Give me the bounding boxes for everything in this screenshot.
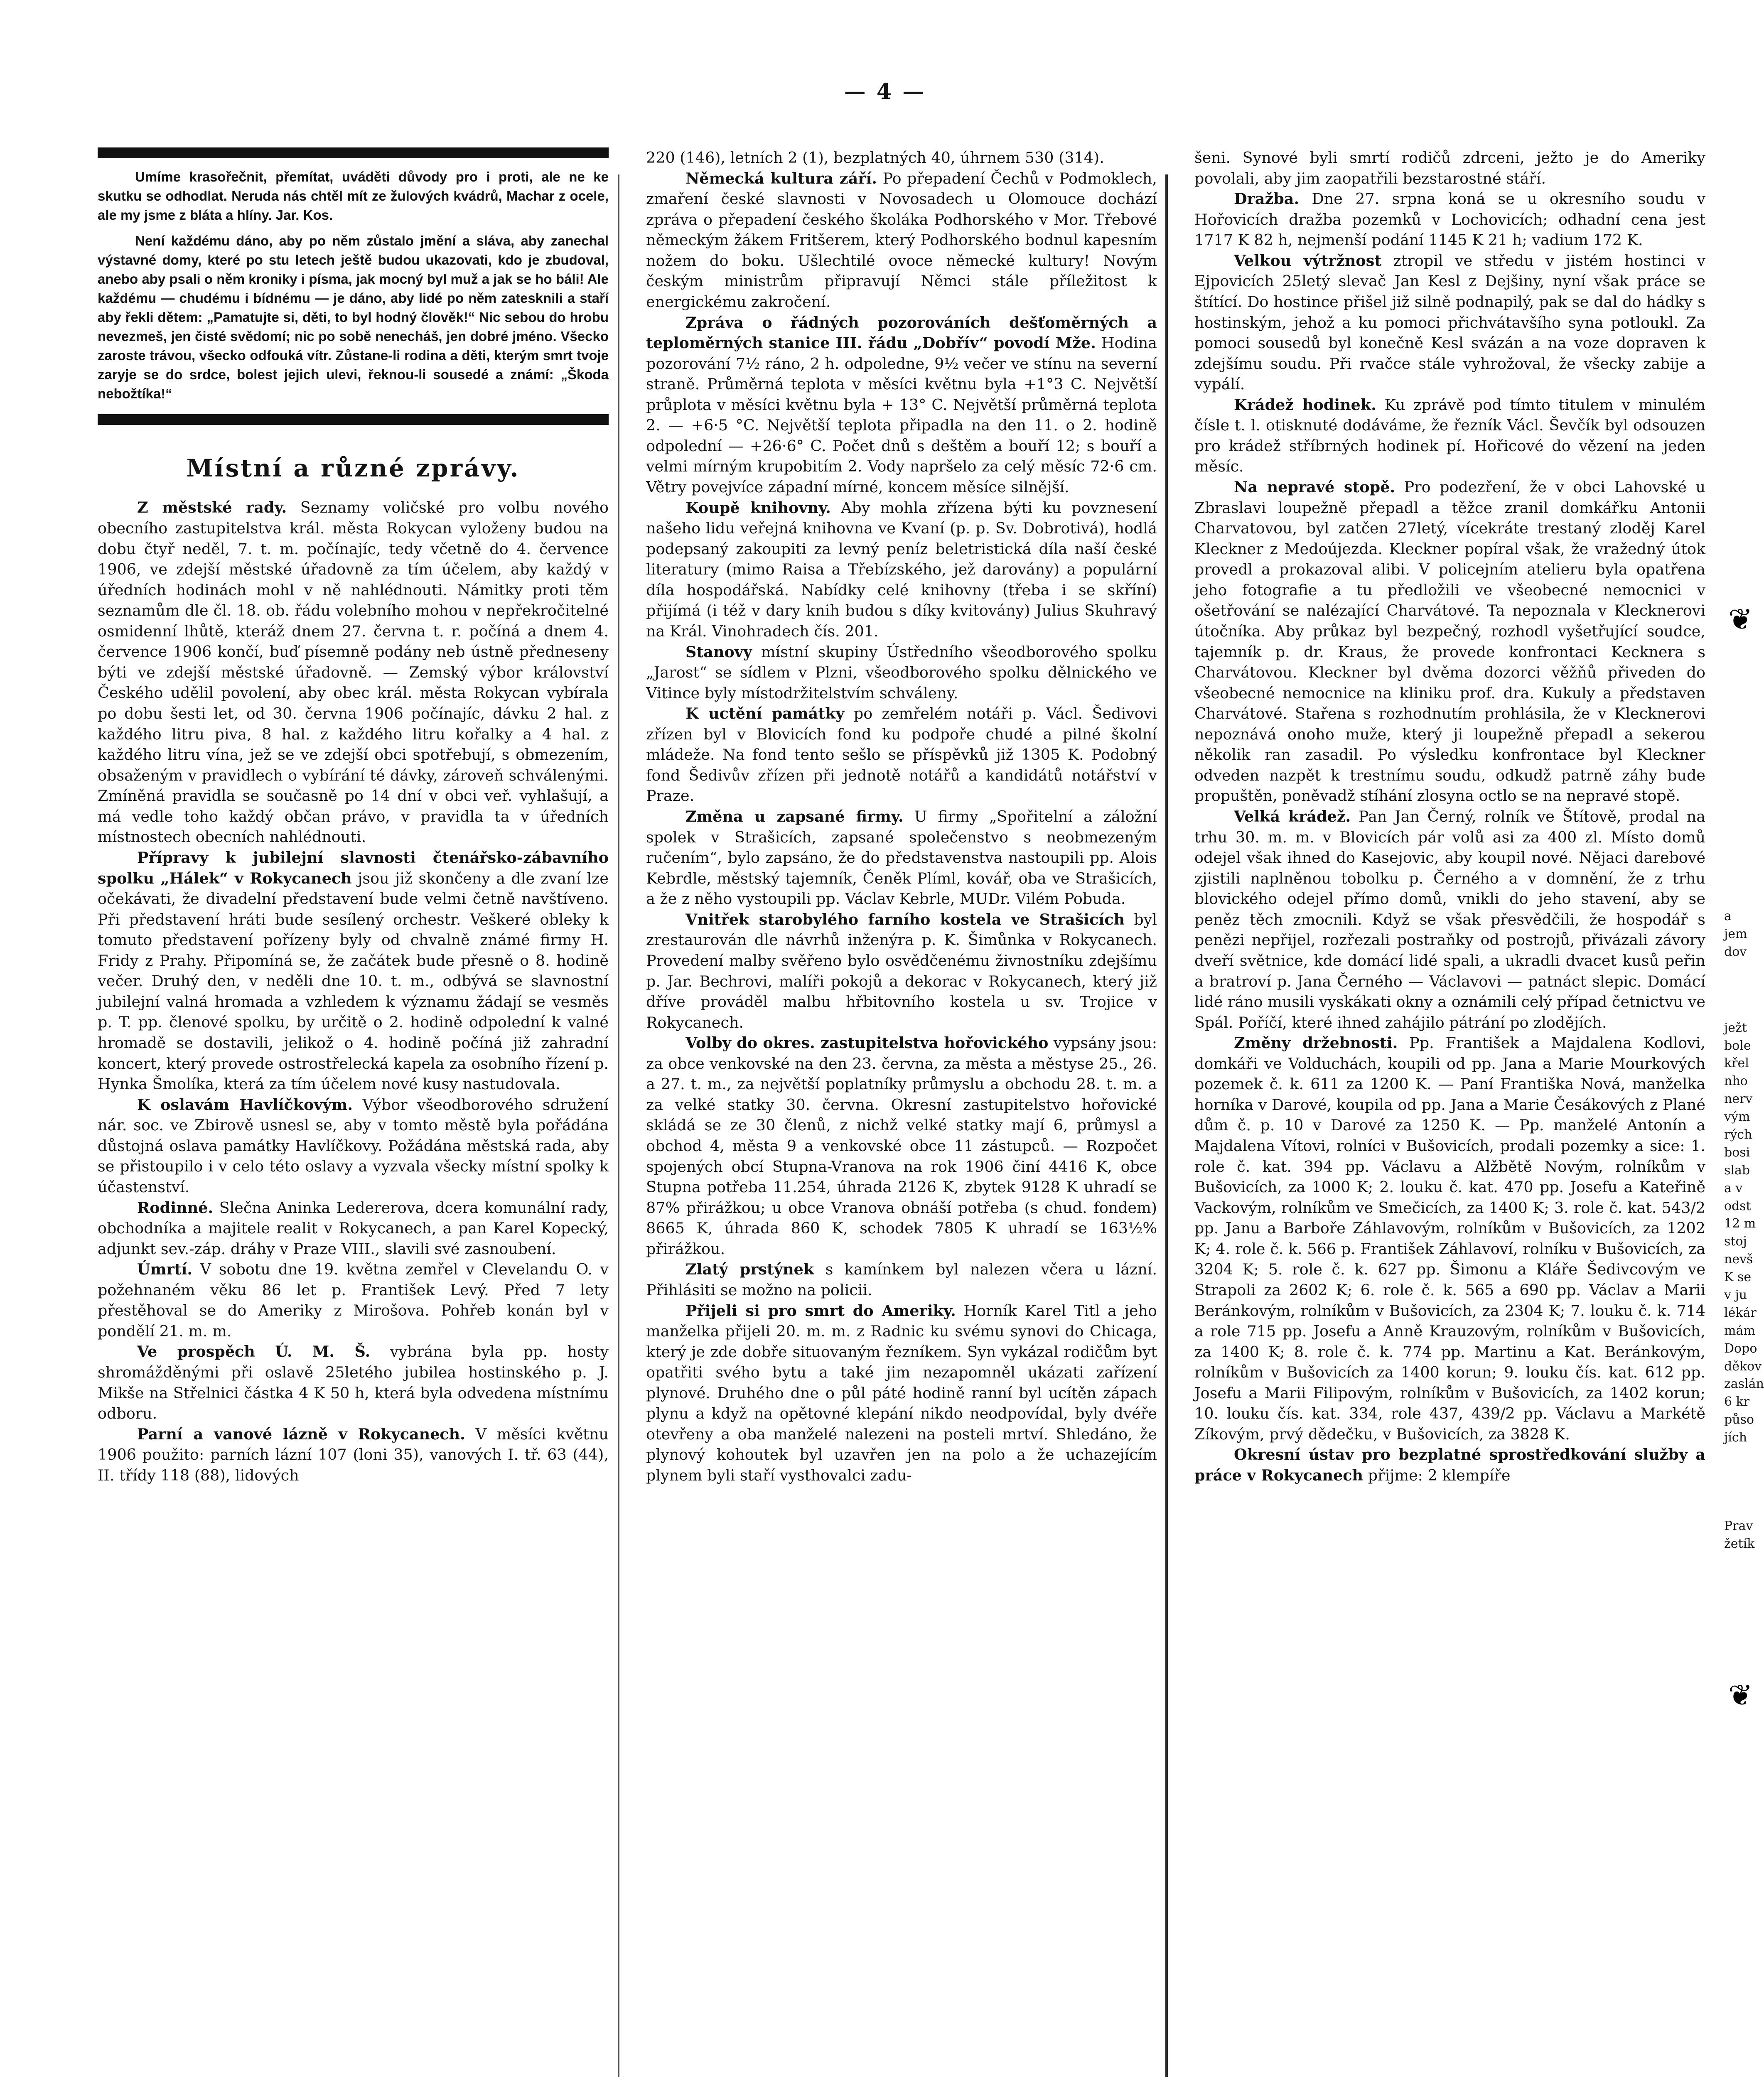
article-heading: Zpráva o řádných pozorováních dešťoměrných a teploměrných stanice III. řádu „Dobřív“ povodí Mže. [646,313,1157,352]
column-1-articles [98,497,609,1485]
cut-off-fragment: slab [1724,1163,1750,1178]
cut-off-fragment: Dopo [1724,1341,1757,1356]
article-text: Hodina pozorování 7½ ráno, 2 h. odpoledne, 9½ večer ve stínu na severní straně. Průměrná teplota v měsíci květnu byla +1°3 C. Největší průplota v měsíci květnu byla + 13° C. Největší průměrná teplota 2. — +6·5 °C. Největší teplota připadla na den 11. o 2. hodině odpolední — +26·6° C. Počet dnů s deštěm a bouří 12; s bouří a velmi mírným krupobitím 2. Vody napršelo za celý měsíc 72·6 cm. Větry povejvíce západní mírné, koncem měsíce silnější. [646,334,1157,496]
article-text: šeni. Synové byli smrtí rodičů zdrceni, ježto je do Ameriky povolali, aby jim zaopatřili bezstarostné stáří. [1194,149,1705,187]
article-paragraph [646,312,1157,498]
column-4-fragments [1724,908,1764,1553]
cut-off-fragment: stoj [1724,1234,1747,1249]
article-heading: Z městské rady. [137,498,287,517]
article-text: Pro podezření, že v obci Lahovské u Zbraslavi loupežně přepadl a těžce zranil domkářku Antonii Charvatovou, byl zatčen 27letý, vícekráte trestaný zloděj Karel Kleckner z Medoújezda. Kleckner popíral však, že vražedný útok provedl a prokazoval alibi. V policejním atelieru byla opatřena jeho fotografie a tu předložili ve všeobecné nemocnici v ošetřování se nalézající Charvátové. Ta nepoznala v Klecknerovi útočníka. Aby průkaz byl bezpečný, rozhodl vyšetřující soudce, tajemník p. dr. Kraus, že provede konfrontaci Kecknera s Charvátovou. Kleckner byl dvěma dozorci věžňů přiveden do všeobecné nemocnice na kliniku prof. dra. Kukuly a představen Charvátové. Stařena s rozhodnutím prohlásila, že v Klecknerovi nepoznává onoho muže, který ji loupežně přepadl a sekerou několik ran zasadil. Po výsledku konfrontace byl Kleckner odveden nazpět k trestnímu soudu, odkudž patrně záhy bude propuštěn, poněvadž stíhání zlosyna octlo se na nepravé stopě. [1194,478,1705,805]
cut-off-fragment: nho [1724,1074,1748,1089]
article-paragraph [1194,1033,1705,1444]
cut-off-fragment: lékár [1724,1305,1757,1320]
article-text: Horník Karel Titl a jeho manželka přijeli 20. m. m. z Radnic ku svému synovi do Chicaga, který je zde dobře situovaným řezníkem. Syn vykázal rodičům byt opatřiti svého bytu a také jim nezapomněl ukázati zařízení plynové. Druhého dne o půl páté hodině ranní byl ucítěn zápach plynu a když na opětovné klepání nikdo neodpovídal, byly dvéře otevřeny a oba manželé nalezeni na posteli mrtví. Shledáno, že plynový kohoutek byl uzavřen jen na polo a že uchazejícím plynem byli staří vysthovalci zadu- [646,1301,1157,1484]
cut-off-fragment: bosi [1724,1145,1750,1160]
article-text: Po přepadení Čechů v Podmoklech, zmaření české slavnosti v Novosadech u Olomouce dochází zpráva o přepadení českého školáka Podhorského v Mor. Třebové německým žákem Fritšerem, který Podhorského bodnul kapesním nožem do boku. Ušlechtilé ovoce německé kultury! Novým českým ministrům připravují Němci stále příležitost k energickému zakročení. [646,169,1157,311]
article-paragraph [646,1301,1157,1486]
article-paragraph [646,909,1157,1033]
heavy-rule-bottom [98,414,609,425]
article-paragraph [98,1095,609,1198]
cut-off-fragment: Prav [1724,1519,1753,1534]
article-text: Seznamy voličské pro volbu nového obecního zastupitelstva král. města Rokycan vyloženy budou na dobu čtyř neděl, 7. t. m. počínajíc, tedy včetně do 4. července 1906, ve zdejší městské úřadovně za tím účelem, aby každý v úředních hodinách mohl v ně nahlédnouti. Námitky proti těm seznamům dle čl. 18. ob. řádu volebního mohou v nepřekročitelné osmidenní lhůtě, kteráž dnem 27. června t. r. počíná a dnem 4. července 1906 končí, buď písemně podány neb ústně předneseny býti ve zdejší městské úřadovně. — Zemský výbor království Českého udělil povolení, aby obec král. města Rokycan vybírala po dobu šesti let, od 30. června 1906 počínajíc, dávku 2 hal. z každého litru piva, 8 hal. z každého litru kořalky a 4 hal. z každého litru vína, jež se ve zdejší obci spotřebují, s obmezením, obsaženým v pravidlech o vybírání té dávky, zároveň schválenými. Zmíněná pravidla se současně po 14 dní v obci veř. vyhlašují, a má vedle toho každý občan právo, v pravidla ta v úředních místnostech obecních nahlédnouti. [98,498,609,846]
section-title: Místní a různé zprávy. [186,454,520,483]
article-text: V sobotu dne 19. května zemřel v Clevelandu O. v požehnaném věku 86 let p. František Levý. Před 7 lety přestěhoval se do Ameriky z Mirošova. Pohřeb konán byl v pondělí 21. m. m. [98,1260,609,1340]
cut-off-fragment: zaslán [1724,1377,1764,1392]
article-text: Dne 27. srpna koná se u okresního soudu v Hořovicích dražba pozemků v Lochovicích; odhadní cena jest 1717 K 82 h, nejmenší podání 1145 K 21 h; vadium 172 K. [1194,190,1705,249]
article-paragraph [98,497,609,847]
ornament-icon: ❦ [1728,602,1753,636]
article-text: Aby mohla zřízena býti ku povznesení našeho lidu veřejná knihovna ve Kvaní (p. p. Sv. Dobrotivá), hodlá podepsaný zakoupiti za levný peníz beletristická díla naší české literatury (mimo Raisa a Třebízského, jež darovány) a populární díla hospodářská. Nabídky celé knihovny (třeba i se skříní) přijímá (i též v dary knih budou s díky kvitovány) Julius Skuhravý na Král. Vinohradech čís. 201. [646,498,1157,640]
column-divider-2 [1165,174,1168,2077]
article-heading: Přípravy k jubilejní slavnosti čtenářsko-zábavního spolku „Hálek“ v Rokycanech [98,848,609,887]
article-heading: Dražba. [1234,190,1300,208]
article-text: Výbor všeodborového sdružení nár. soc. ve Zbirově usnesl se, aby v tomto městě byla pořádána důstojná oslava památky Havlíčkovy. Požádána městská rada, aby se přistoupilo i v celo této oslavy a vyzvala všecky místní spolky k účastenství. [98,1095,609,1196]
heavy-rule-top [98,147,609,158]
article-heading: K oslavám Havlíčkovým. [137,1095,353,1114]
article-paragraph [646,498,1157,642]
article-paragraph [1194,477,1705,806]
article-text: 220 (146), letních 2 (1), bezplatných 40, úhrnem 530 (314). [646,149,1104,167]
article-heading: Parní a vanové lázně v Rokycanech. [137,1425,465,1443]
article-text: V měsíci květnu 1906 použito: parních lázní 107 (loni 35), vanových I. tř. 63 (44), II. třídy 118 (88), lidových [98,1425,609,1484]
cut-off-fragment: a [1724,909,1732,923]
cut-off-fragment: jích [1724,1430,1747,1445]
article-heading: Okresní ústav pro bezplatné sprostředkování služby a práce v Rokycanech [1194,1446,1705,1484]
article-text: přijme: 2 klempíře [1368,1466,1511,1484]
article-paragraph [98,1259,609,1341]
article-paragraph [98,1341,609,1424]
column-2-articles [646,147,1157,1486]
article-heading: Změna u zapsané firmy. [685,808,904,825]
article-paragraph [646,1259,1157,1300]
article-text: U firmy „Spořitelní a záložní spolek v Strašicích, zapsané společenstvo s neobmezeným ručením“, bylo zapsáno, že do představenstva nastoupili pp. Alois Kebrdle, městský tajemník, Čeněk Plíml, kovář, oba ve Strašicích, a že z něho vystoupili pp. Václav Kebrle, MUDr. Vilém Pobuda. [646,808,1157,908]
cut-off-fragment: 12 m [1724,1216,1756,1231]
ornament-icon: ❦ [1728,1678,1753,1712]
article-text: Pp. František a Majdalena Kodlovi, domkáři ve Volduchách, koupili od pp. Jana a Marie Mourkových pozemek č. k. 611 za 1200 K. — Paní Františka Nová, manželka horníka v Darové, koupila od pp. Jana a Marie Česákových z Plané dům č. p. 10 v Darové za 1250 K. — Pp. manželé Antonín a Majdalena Vítovi, rolníci v Bušovicích, prodali pozemky a sice: 1. role č. kat. 394 pp. Václavu a Alžbětě Novým, rolníkům v Bušovicích, za 1000 K; 2. louku č. kat. 470 pp. Josefu a Kateřině Vackovým, rolníkům ve Smečicích, za 1400 K; 3. role č. kat. 543/2 pp. Janu a Barboře Záhlavovým, rolníkům v Bušovicích, za 1202 K; 4. role č. k. 566 p. František Záhlavoví, rolníku v Bušovicích, za 3204 K; 5. role č. k. 627 pp. Šimonu a Kláře Šedivcovým ve Strapoli za 2602 K; 6. role č. k. 565 a 690 pp. Václav a Marii Beránkovým, rolníkům v Bušovicích, za 2304 K; 7. louku č. k. 714 a role 715 pp. Josefu a Anně Krauzovým, rolníkům v Bušovicích, za 1400 K; 8. role č. k. 774 pp. Martinu a Kat. Beránkovým, rolníkům v Bušovicích za 1400 korun; 9. louku čís. kat. 612 pp. Josefu a Marii Filipovým, rolníkům v Bušovicích, za 1402 korun; 10. louku čís. kat. 334, role 437, 439/2 pp. Václavu a Markétě Zíkovým, prvý dědečku, v Bušovicích, za 3828 K. [1194,1034,1705,1443]
quote-paragraph: Není každému dáno, aby po něm zůstalo jmění a sláva, aby zanechal výstavné domy, které po stu letech ještě budou ukazovati, kdo je zbudoval, anebo aby psali o něm kroniky i písma, jak mocný byl muž a jak se ho báli! Ale každému — chudému i bídnému — je dáno, aby lidé po něm zatesknili a staří aby řekli dětem: „Pamatujte si, děti, to byl hodný člověk!“ Nic sebou do hrobu nevezmeš, jen čisté svědomí; nic po sobě nenecháš, jen dobré jméno. Všecko zaroste trávou, všecko odfouká vítr. Zůstane-li rodina a děti, kterým smrt tvoje zaryje se do srdce, bolest jejich ulevi, řeknou-li sousedé a známí: „Škoda nebožtíka!“ [98,233,609,402]
cut-off-fragment: mám [1724,1323,1755,1338]
article-heading: Velkou výtržnost [1234,251,1382,270]
article-paragraph [98,1198,609,1259]
column-2 [646,147,1157,2077]
cut-off-fragment: dov [1724,944,1747,959]
article-paragraph [98,847,609,1095]
cut-off-fragment: žetík [1724,1536,1755,1551]
article-paragraph [1194,1444,1705,1485]
article-paragraph [1194,189,1705,250]
cut-off-fragment: rých [1724,1127,1752,1142]
article-paragraph [646,1033,1157,1259]
cut-off-fragment: nevš [1724,1252,1753,1267]
cut-off-fragment: nerv [1724,1092,1753,1107]
article-paragraph [646,168,1157,312]
article-text: s kamínkem byl nalezen včera u lázní. Přihlásiti se možno na policii. [646,1260,1157,1299]
article-text: po zemřelém notáři p. Václ. Šedivovi zřízen byl v Blovicích fond ku podpoře chudé a pilné školní mládeže. Na fond tento sešlo se příspěvků již 1305 K. Podobný fond Šedivův zřízen při jednotě notářů a kandidátů notářství v Praze. [646,705,1157,805]
cut-off-fragment: půso [1724,1412,1754,1427]
article-heading: Stanovy [685,643,752,661]
cut-off-fragment: křel [1724,1056,1749,1071]
column-4-edge [1724,147,1764,2077]
quote-text: Umíme krasořečnit, přemítat, uváděti důvody pro i proti, ale ne ke skutku se odhodlat. Neruda nás chtěl mít ze žulových kvádrů, Machar z ocele, ale my jsme z bláta a hlíny. [98,169,609,223]
cut-off-fragment: jem [1724,926,1747,941]
article-paragraph [1194,250,1705,395]
article-paragraph [98,1424,609,1486]
article-text: jsou již skončeny a dle zvaní lze očekávati, že divadelní představení bude velmi četně navštíveno. Při představení hráti bude sesílený orchestr. Veškeré obleky k tomuto představení pořízeny byly od chvalně známé firmy H. Fridy z Prahy. Připomíná se, že začátek bude přesně o 8. hodině večer. Druhý den, v neděli dne 10. t. m., odbývá se slavnostní jubilejní valná hromada a vzhledem k významu žádají se vesměs p. T. pp. členové spolku, by určitě o 2. hodině odpolední k valné hromadě se dostavili, jelikož o 4. hodině počíná již zahradní koncert, který provede ostrostřelecká kapela za osobního řízení p. Hynka Šmolíka, která za tím účelem nové kusy nastudovala. [98,869,609,1093]
article-heading: K uctění památky [685,705,845,723]
article-paragraph [646,147,1157,168]
article-heading: Zlatý prstýnek [685,1260,814,1279]
article-text: Ku zprávě pod tímto titulem v minulém čísle t. l. otisknuté dodáváme, že řezník Václ. Ševčík byl odsouzen pro krádež stříbrných hodinek pí. Hořicové do vězení na jeden měsíc. [1194,395,1706,476]
cut-off-fragment: ježt [1724,1020,1747,1035]
article-text: vybrána byla pp. hosty shromážděnými při oslavě 25letého jubilea hostinského p. J. Mikše na Střelnici částka 4 K 50 h, která byla odvedena místnímu odboru. [98,1343,609,1423]
article-heading: Vnitřek starobylého farního kostela ve Strašicích [685,910,1125,928]
article-text: vypsány jsou: za obce venkovské na den 23. června, za města a městyse 25., 26. a 27. t. m., za největší poplatníky průmyslu a obchodu 28. t. m. a za velké statky 30. června. Okresní zastupitelstvo hořovické skládá se ze 30 členů, z nichž velké statky mají 6, průmysl a obchod 4, města 9 a venkovské obce 11 zástupců. — Rozpočet spojených obcí Stupna-Vranova na rok 1906 činí 4416 K, obce Stupna potřeba 11.254, úhrada 2126 K, zbytek 9128 K uhradí se 87% přirážkou; u obce Vranova obnáší potřeba (s chud. fondem) 8665 K, úhrada 860 K, schodek 7805 K uhradí se 163½% přirážkou. [646,1034,1157,1258]
cut-off-fragment: děkov [1724,1359,1762,1374]
article-heading: Na nepravé stopě. [1234,478,1395,496]
article-heading: Přijeli si pro smrt do Ameriky. [685,1301,956,1320]
article-text: ztropil ve středu v jistém hostinci v Ejpovicích 25letý slevač Jan Kesl z Dejšiny, nyní však práce se štítící. Do hostince přišel již silně podnapilý, pak se dal do hádky s hostinským, jehož a ku pomoci přichvátavšího syna potloukl. Za pomoci sousedů byl konečně Kesl svázán a na voze dopraven k zdejšímu soudu. Při rvačce stále vyhrožoval, že všecky zabije a vypálí. [1194,251,1706,393]
cut-off-fragment: v ju [1724,1288,1747,1303]
article-heading: Německá kultura září. [685,169,877,187]
cut-off-fragment: a v [1724,1181,1743,1196]
cut-off-fragment: bole [1724,1038,1751,1053]
article-heading: Rodinné. [137,1198,214,1217]
column-3-articles [1194,147,1705,1486]
article-paragraph [646,642,1157,704]
article-text: byl zrestaurován dle návrhů inženýra p. K. Šimůnka v Rokycanech. Provedení malby svěřeno bylo osvědčenému živnostníku zdejšímu p. Jar. Bechrovi, malíři pokojů a dekorac v Rokycanech, který již dříve prováděl malbu hřbitovního kostela u sv. Trojice v Rokycanech. [646,910,1157,1031]
article-paragraph [646,806,1157,909]
article-heading: Úmrtí. [137,1260,193,1279]
article-heading: Volby do okres. zastupitelstva hořovického [685,1034,1049,1052]
article-heading: Ve prospěch Ú. M. Š. [137,1343,371,1361]
column-divider-1 [618,174,619,2077]
quote-signature: Jar. Kos. [275,207,333,223]
article-paragraph [1194,395,1705,477]
quote-paragraph [98,167,609,225]
article-paragraph [646,703,1157,806]
article-heading: Koupě knihovny. [685,498,831,517]
article-text: místní skupiny Ústředního všeodborového spolku „Jarost“ se sídlem v Plzni, všeodborového spolku dělnického ve Vitince byly místodržitelstvím schváleny. [646,643,1157,702]
article-heading: Velká krádež. [1234,808,1351,825]
article-paragraph [1194,806,1705,1033]
article-heading: Změny držebnosti. [1234,1034,1398,1052]
column-1 [98,147,609,2077]
article-heading: Krádež hodinek. [1234,395,1376,414]
article-text: Pan Jan Černý, rolník ve Štítově, prodal na trhu 30. m. m. v Blovicích pár volů asi za 400 zl. Místo domů odejel však ihned do Kasejovic, aby koupil nové. Nějaci darebové zjistili naplněnou tobolku p. Černého a v domnění, že z trhu blovického odejel přímo domů, vnikli do jeho stavení, aby se peněz těch zmocnili. Když se však přesvědčili, že hospodář s penězi nepřijel, rozřezali postraňky od postrojů, přivázali závory dveří světnice, kde domácí lidé spali, a ukradli dvacet kusů peřin a bratroví p. Jana Černého — Václavovi — patnáct slepic. Domácí lidé ráno musili vyskákati okny a oznámili celý případ četnictvu ve Spál. Poříčí, které ihned zahájilo pátrání po zlodějích. [1194,808,1705,1031]
cut-off-fragment: 6 kr [1724,1394,1750,1409]
page-number: — 4 — [844,79,926,104]
article-text: Slečna Aninka Ledererova, dcera komunální rady, obchodníka a majitele realit v Rokycanech, a pan Karel Kopecký, adjunkt sev.-záp. dráhy v Praze VIII., slavili své zasnoubení. [98,1198,609,1258]
cut-off-fragment: K se [1724,1270,1752,1285]
column-3 [1194,147,1705,2077]
cut-off-fragment: vým [1724,1110,1750,1124]
cut-off-fragment: odst [1724,1198,1751,1213]
article-paragraph [1194,147,1705,189]
